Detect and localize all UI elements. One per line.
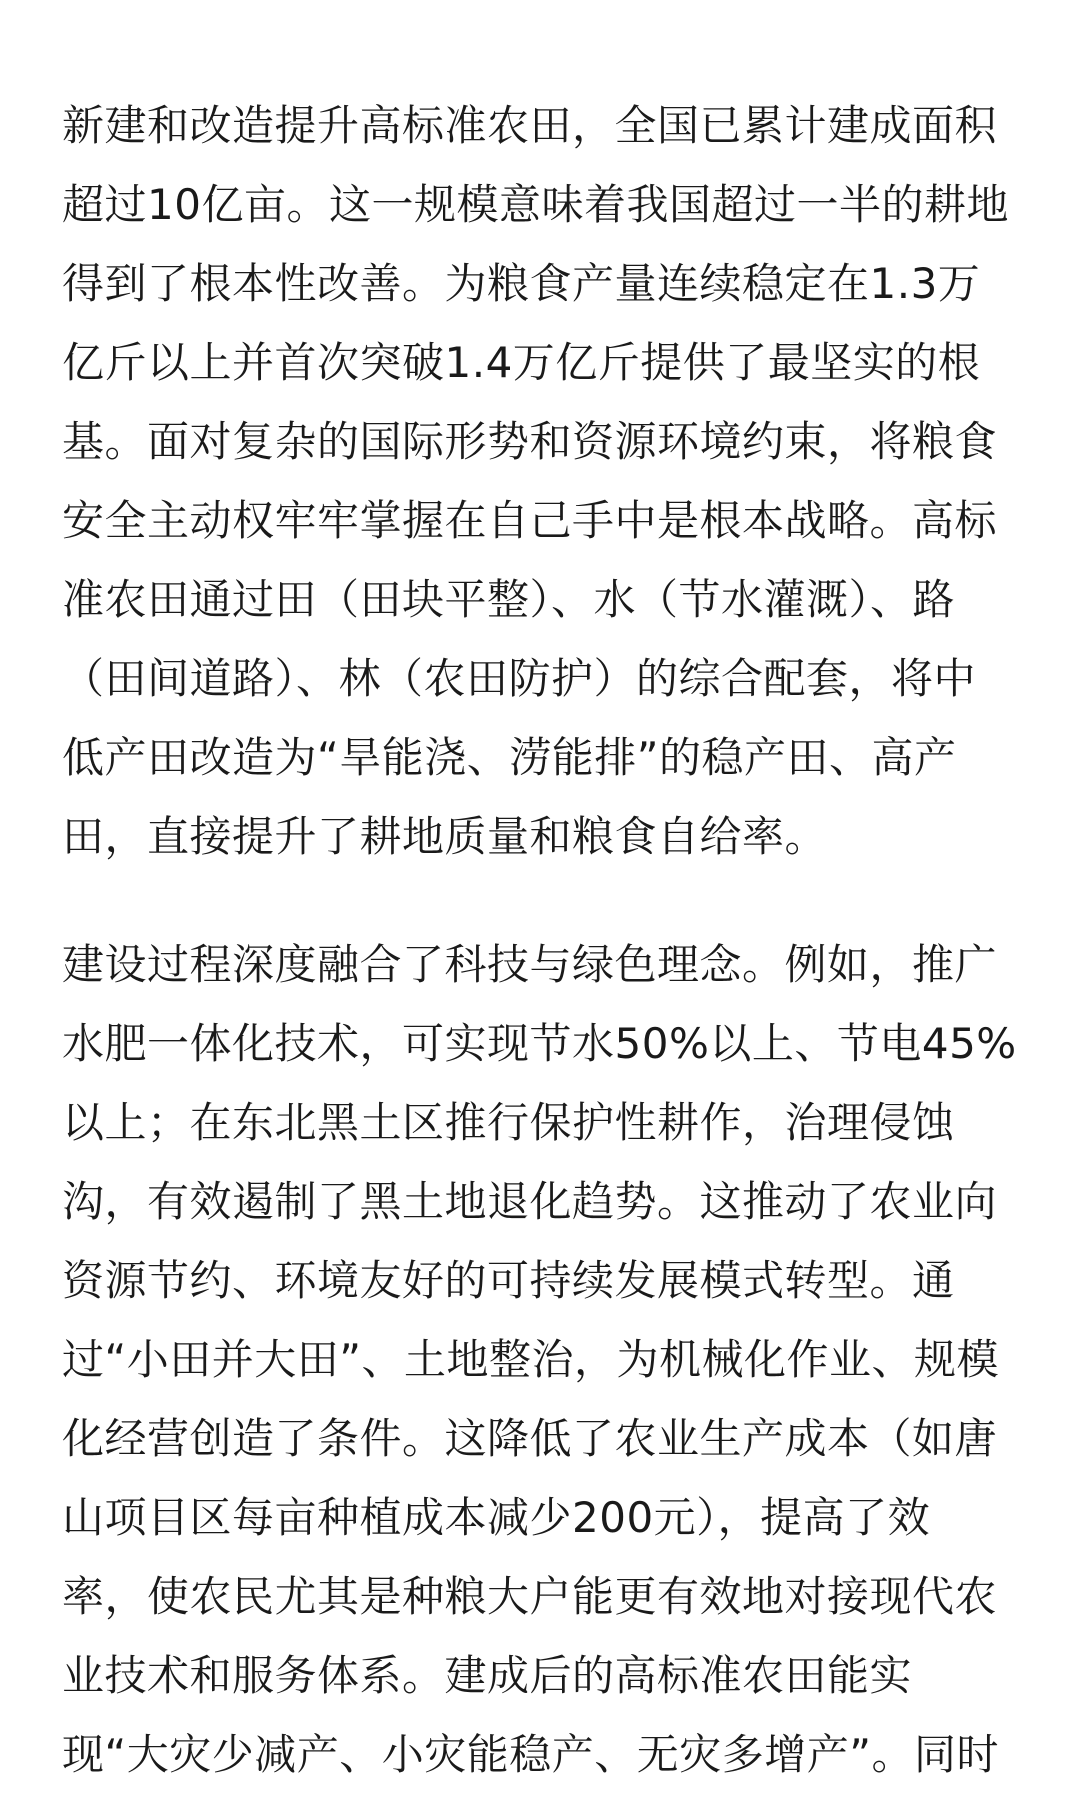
paragraph — [62, 925, 1022, 1794]
text-line: 过“小田并大田”、土地整治，为机械化作业、规模 — [62, 1335, 1000, 1384]
paragraph — [62, 86, 1022, 876]
article-body — [62, 86, 1022, 1794]
text-line: 准农田通过田（田块平整）、水（节水灌溉）、路 — [62, 575, 956, 624]
text-line: 新建和改造提升高标准农田，全国已累计建成面积 — [62, 101, 998, 150]
text-line: 资源节约、环境友好的可持续发展模式转型。通 — [62, 1256, 955, 1305]
text-line: 亿斤以上并首次突破1.4万亿斤提供了最坚实的根 — [62, 338, 981, 387]
text-line: 水肥一体化技术，可实现节水50%以上、节电45% — [62, 1019, 1017, 1068]
text-line: 安全主动权牢牢掌握在自己手中是根本战略。高标 — [62, 496, 998, 545]
text-line: 基。面对复杂的国际形势和资源环境约束，将粮食 — [62, 417, 998, 466]
text-line: 以上；在东北黑土区推行保护性耕作，治理侵蚀 — [62, 1098, 955, 1147]
text-line: 沟，有效遏制了黑土地退化趋势。这推动了农业向 — [62, 1177, 998, 1226]
text-line: 山项目区每亩种植成本减少200元），提高了效 — [62, 1493, 931, 1542]
text-line: 业技术和服务体系。建成后的高标准农田能实 — [62, 1651, 913, 1700]
text-line: 低产田改造为“旱能浇、涝能排”的稳产田、高产 — [62, 733, 957, 782]
text-line: 田，直接提升了耕地质量和粮食自给率。 — [62, 812, 828, 861]
text-line: 化经营创造了条件。这降低了农业生产成本（如唐 — [62, 1414, 998, 1463]
text-line: 率，使农民尤其是种粮大户能更有效地对接现代农 — [62, 1572, 998, 1621]
text-line: 得到了根本性改善。为粮食产量连续稳定在1.3万 — [62, 259, 981, 308]
text-line: 建设过程深度融合了科技与绿色理念。例如，推广 — [62, 940, 998, 989]
text-line: （田间道路）、林（农田防护）的综合配套，将中 — [62, 654, 977, 703]
text-line: 现“大灾少减产、小灾能稳产、无灾多增产”。同时 — [62, 1730, 1000, 1779]
text-line: 超过10亿亩。这一规模意味着我国超过一半的耕地 — [62, 180, 1009, 229]
